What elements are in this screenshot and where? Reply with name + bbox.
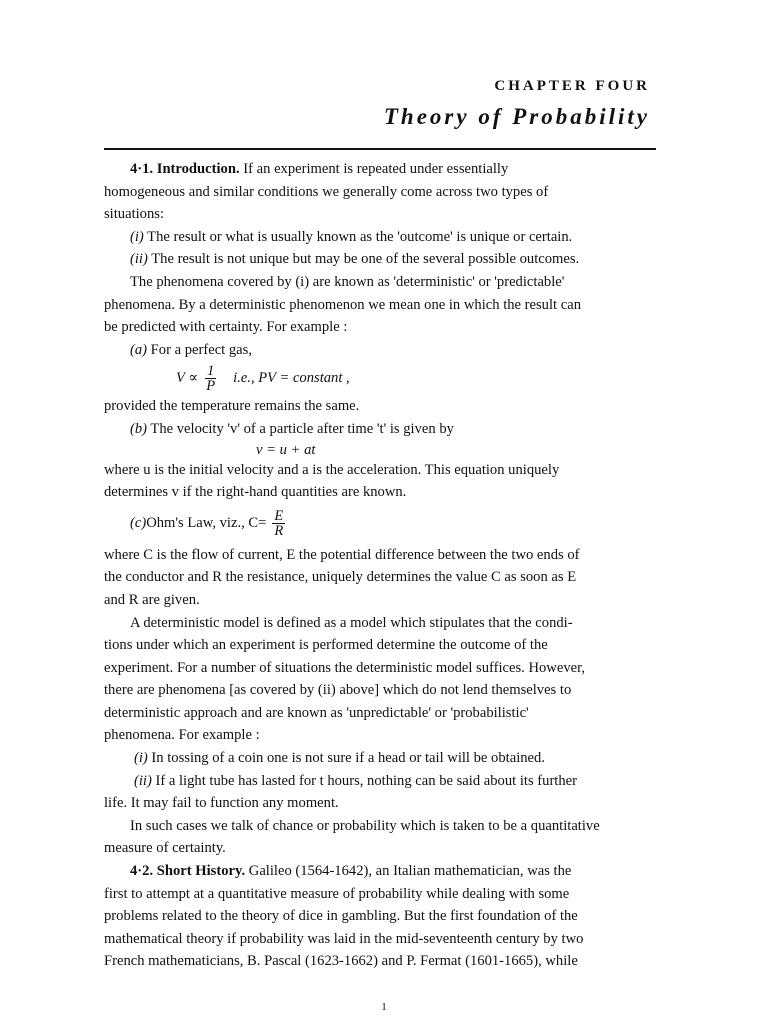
list-marker: (ii) bbox=[130, 251, 148, 268]
paragraph-line: A deterministic model is defined as a model which stipulates that the condi- bbox=[130, 614, 573, 631]
chapter-label: CHAPTER FOUR bbox=[494, 78, 650, 94]
paragraph-line: phenomena. For example : bbox=[104, 727, 260, 744]
paragraph-line: and R are given. bbox=[104, 591, 200, 608]
list-text: The velocity 'v' of a particle after time 't' is given by bbox=[147, 420, 454, 437]
paragraph-line: tions under which an experiment is performed determine the outcome of the bbox=[104, 637, 548, 654]
fraction bbox=[204, 364, 217, 393]
list-marker: (b) bbox=[130, 420, 148, 437]
list-item bbox=[104, 747, 656, 770]
list-marker: (c) bbox=[130, 515, 147, 532]
section-heading: Introduction. bbox=[156, 161, 240, 177]
paragraph-line: there are phenomena [as covered by (ii) above] which do not lend themselves to bbox=[104, 682, 572, 699]
list-text: The result is not unique but may be one of the several possible outcomes. bbox=[147, 251, 580, 268]
paragraph-line: phenomena. By a deterministic phenomenon we mean one in which the result can bbox=[104, 296, 581, 313]
list-text: For a perfect gas, bbox=[147, 341, 252, 358]
fraction-denominator: R bbox=[274, 523, 284, 540]
paragraph-line: homogeneous and similar conditions we generally come across two types of bbox=[104, 183, 549, 200]
paragraph-line: situations: bbox=[104, 206, 164, 223]
list-marker: (a) bbox=[130, 341, 148, 358]
paragraph-line: the conductor and R the resistance, uniquely determines the value C as soon as E bbox=[104, 569, 577, 586]
list-item bbox=[104, 248, 656, 271]
paragraph-line: mathematical theory if probability was laid in the mid-seventeenth century by two bbox=[104, 930, 584, 947]
section-heading: Short History. bbox=[156, 863, 246, 880]
paragraph-line: where u is the initial velocity and a is the acceleration. This equation uniquely bbox=[104, 461, 560, 478]
section-number: 4·2. bbox=[130, 863, 154, 880]
paragraph-line: problems related to the theory of dice in gambling. But the first foundation of the bbox=[104, 908, 578, 925]
list-item bbox=[104, 770, 656, 793]
paragraph-line: determines v if the right-hand quantities are known. bbox=[104, 484, 407, 501]
equation-gas-law bbox=[104, 361, 656, 395]
list-marker: (i) bbox=[130, 228, 144, 245]
list-item bbox=[104, 226, 656, 249]
fraction-denominator: P bbox=[206, 377, 216, 394]
list-text: If a light tube has lasted for t hours, nothing can be said about its further bbox=[151, 772, 577, 789]
list-item bbox=[104, 418, 656, 441]
equation-rest: i.e., PV = constant , bbox=[233, 370, 350, 387]
paragraph-line: be predicted with certainty. For example : bbox=[104, 319, 348, 336]
page-number: 1 bbox=[381, 1001, 387, 1013]
paragraph-line: measure of certainty. bbox=[104, 840, 226, 857]
fraction-numerator: 1 bbox=[207, 362, 215, 379]
equation-ohms-law bbox=[104, 504, 656, 544]
list-marker: (ii) bbox=[134, 772, 152, 789]
paragraph-line: experiment. For a number of situations the deterministic model suffices. However, bbox=[104, 659, 586, 676]
list-text: The result or what is usually known as the 'outcome' is unique or certain. bbox=[143, 228, 573, 245]
equation-velocity: v = u + at bbox=[256, 441, 316, 458]
list-text: In tossing of a coin one is not sure if a head or tail will be obtained. bbox=[147, 750, 545, 767]
fraction bbox=[272, 509, 285, 538]
chapter-title: Theory of Probability bbox=[383, 104, 650, 129]
paragraph-line: provided the temperature remains the same. bbox=[104, 398, 360, 415]
paragraph-line: French mathematicians, B. Pascal (1623-1662) and P. Fermat (1601-1665), while bbox=[104, 953, 578, 970]
paragraph-line: deterministic approach and are known as 'unpredictable' or 'probabilistic' bbox=[104, 704, 529, 721]
paragraph-line: In such cases we talk of chance or probability which is taken to be a quantitative bbox=[130, 817, 600, 834]
paragraph-line bbox=[104, 860, 656, 883]
paragraph-line: life. It may fail to function any moment. bbox=[104, 795, 339, 812]
paragraph-line: first to attempt at a quantitative measure of probability while dealing with some bbox=[104, 885, 570, 902]
list-marker: (i) bbox=[134, 750, 148, 767]
section-number: 4·1. bbox=[130, 161, 154, 177]
fraction-numerator: E bbox=[274, 508, 284, 525]
list-item bbox=[104, 339, 656, 362]
equation-text: Ohm's Law, viz., C= bbox=[146, 515, 267, 532]
paragraph-line: where C is the flow of current, E the potential difference between the two ends of bbox=[104, 546, 580, 563]
equation-lhs: V ∝ bbox=[176, 370, 199, 387]
text-span: If an experiment is repeated under essentially bbox=[239, 161, 509, 177]
text-span: Galileo (1564-1642), an Italian mathematician, was the bbox=[245, 863, 572, 880]
header-rule bbox=[104, 148, 656, 150]
body-text bbox=[104, 158, 656, 973]
paragraph-line: The phenomena covered by (i) are known as 'deterministic' or 'predictable' bbox=[130, 273, 565, 290]
paragraph-line bbox=[104, 158, 656, 181]
